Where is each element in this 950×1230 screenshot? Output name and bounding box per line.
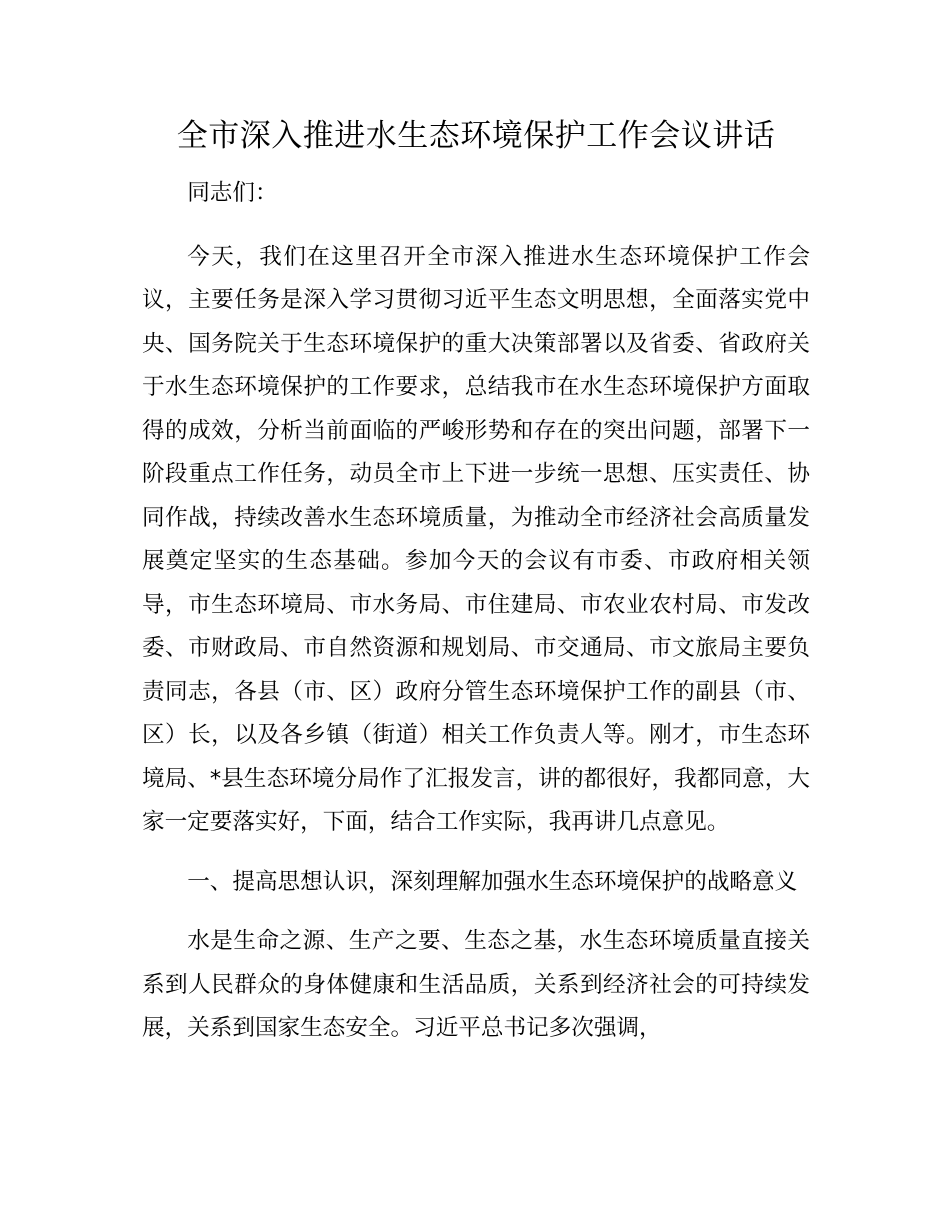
document-page xyxy=(142,110,810,1051)
document-title: 全市深入推进水生态环境保护工作会议讲话 xyxy=(176,118,776,154)
section-heading-1: 一、提高思想认识，深刻理解加强水生态环境保护的战略意义 xyxy=(187,868,798,895)
intro-paragraph: 今天，我们在这里召开全市深入推进水生态环境保护工作会议，主要任务是深入学习贯彻习近平生态文明思想，全面落实党中央、国务院关于生态环境保护的重大决策部署以及省委、省政府关于水生态环境保护的工作要求，总结我市在水生态环境保护方面取得的成效，分析当前面临的严峻形势和存在的突出问题，部署下一阶段重点工作任务，动员全市上下进一步统一思想、压实责任、协同作战，持续改善水生态环境质量，为推动全市经济社会高质量发展奠定坚实的生态基础。参加今天的会议有市委、市政府相关领导，市生态环境局、市水务局、市住建局、市农业农村局、市发改委、市财政局、市自然资源和规划局、市交通局、市文旅局主要负责同志，各县（市、区）政府分管生态环境保护工作的副县（市、区）长，以及各乡镇（街道）相关工作负责人等。刚才，市生态环境局、*县生态环境分局作了汇报发言，讲的都很好，我都同意，大家一定要落实好，下面，结合工作实际，我再讲几点意见。 xyxy=(142,243,810,835)
section-1-paragraph: 水是生命之源、生产之要、生态之基，水生态环境质量直接关系到人民群众的身体健康和生活品质，关系到经济社会的可持续发展，关系到国家生态安全。习近平总书记多次强调， xyxy=(142,928,810,1041)
salutation: 同志们： xyxy=(187,180,278,206)
